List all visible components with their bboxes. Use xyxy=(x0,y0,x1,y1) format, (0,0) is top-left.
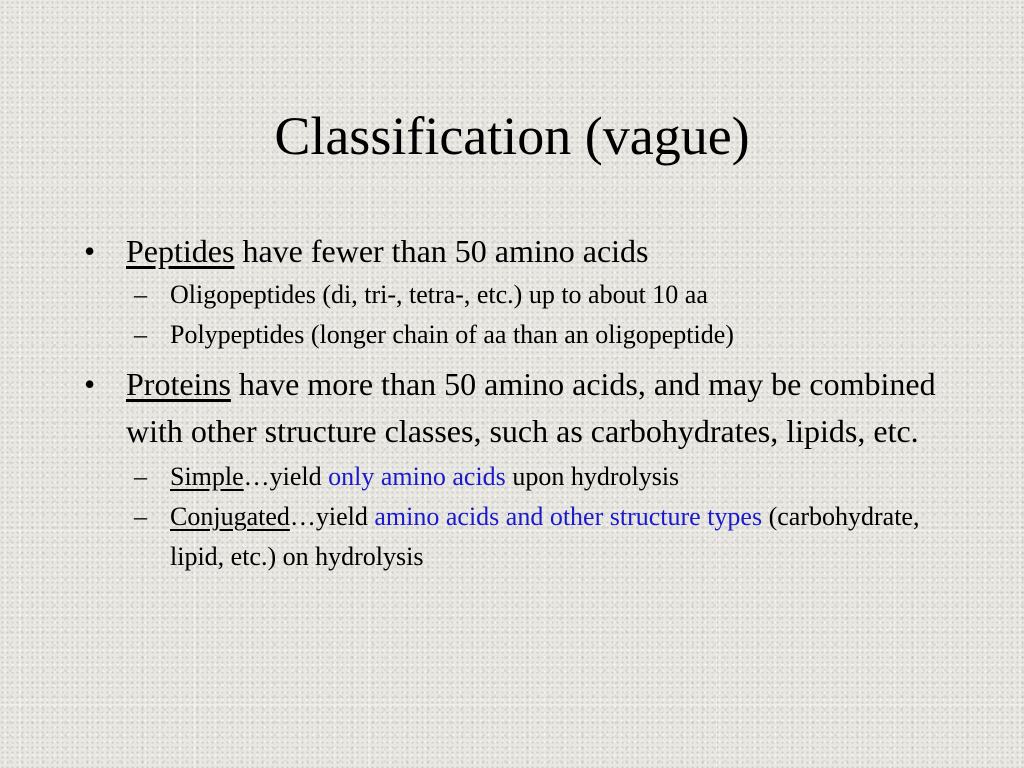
term-conjugated: Conjugated xyxy=(170,502,290,531)
bullet-item-proteins xyxy=(80,361,940,455)
bullet-list xyxy=(80,228,940,577)
bullet-text: have fewer than 50 amino acids xyxy=(234,233,649,269)
bullet-mark: • xyxy=(84,366,96,402)
sub-item-simple xyxy=(80,457,940,497)
slide-title: Classification (vague) xyxy=(274,106,750,166)
dash-mark: – xyxy=(134,280,147,309)
term-simple: Simple xyxy=(170,462,244,491)
sub-item-conjugated xyxy=(80,497,940,577)
highlight-text: only amino acids xyxy=(328,462,506,491)
sub-item-text: Oligopeptides (di, tri-, tetra-, etc.) up to about 10 aa xyxy=(170,280,708,309)
term-peptides: Peptides xyxy=(126,233,235,269)
sub-item-tail: upon hydrolysis xyxy=(505,462,680,491)
bullet-text: have more than 50 amino acids, and may be combined with other structure classes, such as carbohydrates, lipids, etc. xyxy=(126,366,936,449)
term-proteins: Proteins xyxy=(126,366,231,402)
dash-mark: – xyxy=(134,502,147,531)
sub-item-text: Polypeptides (longer chain of aa than an oligopeptide) xyxy=(170,320,734,349)
bullet-item-peptides xyxy=(80,228,940,275)
dash-mark: – xyxy=(134,320,147,349)
sub-item-tail: (carbohydrate, lipid, etc.) on hydrolysis xyxy=(170,502,920,571)
sub-item-mid: …yield xyxy=(243,462,329,491)
sub-item-oligopeptides xyxy=(80,275,940,315)
dash-mark: – xyxy=(134,462,147,491)
highlight-text: amino acids and other structure types xyxy=(374,502,763,531)
bullet-mark: • xyxy=(84,233,96,269)
sub-item-mid: …yield xyxy=(289,502,375,531)
sub-item-polypeptides xyxy=(80,315,940,355)
